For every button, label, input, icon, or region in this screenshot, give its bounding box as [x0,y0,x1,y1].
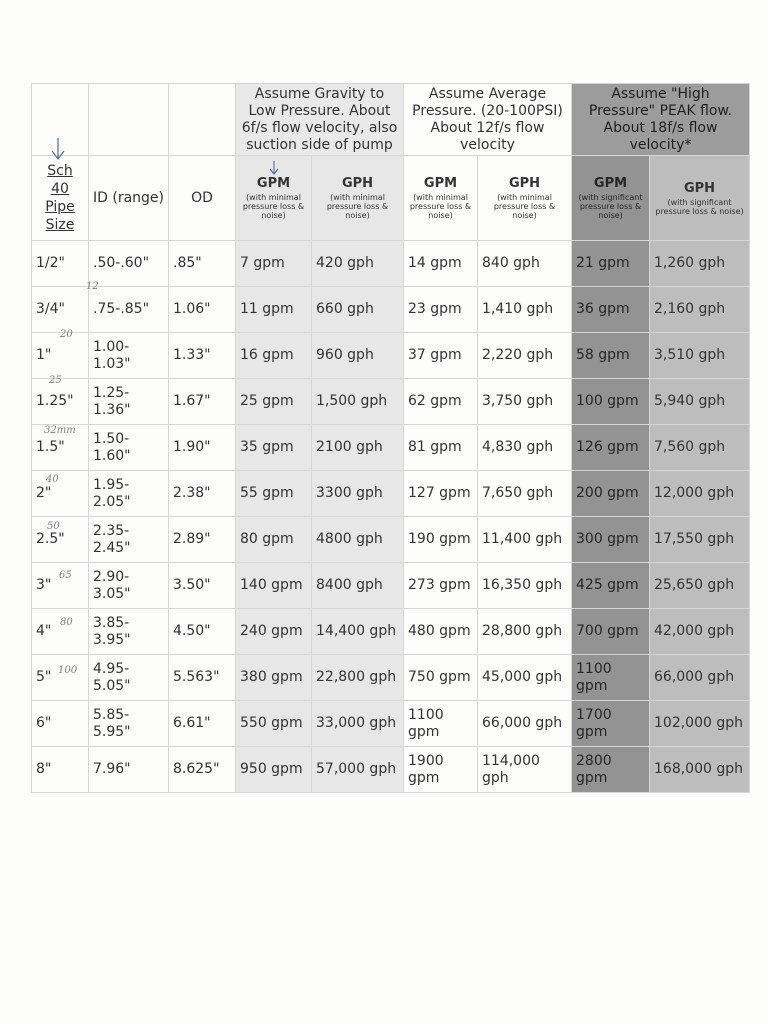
gravity-gpm-cell: 550 gpm [236,701,312,747]
high-gpm-cell: 425 gpm [572,563,650,609]
table-row [32,425,750,471]
down-arrow-icon [268,160,280,176]
high-gpm-header [572,156,650,241]
table-row [32,241,750,287]
gravity-gph-cell: 57,000 gph [312,747,404,793]
handwritten-note: 100 [58,665,78,676]
header-label: GPH [683,180,716,196]
gravity-gph-cell: 33,000 gph [312,701,404,747]
handwritten-note: 80 [60,617,73,628]
average-gph-cell: 840 gph [478,241,572,287]
group-header-average: Assume Average Pressure. (20-100PSI) About 12f/s flow velocity [404,84,572,156]
pipe-size-cell: 2" [32,471,89,517]
average-gph-cell: 28,800 gph [478,609,572,655]
average-gph-cell: 45,000 gph [478,655,572,701]
header-label: GPM [256,176,291,191]
table-row [32,471,750,517]
down-arrow-icon [50,137,66,161]
gravity-gph-header [312,156,404,241]
average-gpm-cell: 190 gpm [404,517,478,563]
id-range-cell: 1.50-1.60" [89,425,169,471]
pipe-size-header-line: Pipe [45,199,75,215]
pipe-size-cell: 6" [32,701,89,747]
table-row [32,609,750,655]
header-label: GPM [423,176,458,191]
od-cell: 3.50" [169,563,236,609]
table-row [32,655,750,701]
group-header-gravity: Assume Gravity to Low Pressure. About 6f/s flow velocity, also suction side of pump [236,84,404,156]
od-cell: .85" [169,241,236,287]
table-row [32,379,750,425]
od-cell: 1.33" [169,333,236,379]
id-range-cell: 1.25-1.36" [89,379,169,425]
gravity-gpm-cell: 80 gpm [236,517,312,563]
average-gph-cell: 16,350 gph [478,563,572,609]
id-range-cell: 3.85-3.95" [89,609,169,655]
header-label: GPM [593,176,628,191]
high-gpm-cell: 2800 gpm [572,747,650,793]
id-range-cell: 4.95-5.05" [89,655,169,701]
id-range-cell: 7.96" [89,747,169,793]
od-cell: 2.89" [169,517,236,563]
high-gph-cell: 168,000 gph [650,747,750,793]
pipe-size-header-line: 40 [51,181,69,197]
od-cell: 4.50" [169,609,236,655]
average-gph-cell: 1,410 gph [478,287,572,333]
id-range-cell: .50-.60" [89,241,169,287]
high-gpm-cell: 126 gpm [572,425,650,471]
average-gpm-cell: 480 gpm [404,609,478,655]
high-gpm-cell: 36 gpm [572,287,650,333]
group-header-row [32,84,750,156]
od-header: OD [169,156,236,241]
gravity-gpm-cell: 950 gpm [236,747,312,793]
header-label: GPH [508,176,541,191]
high-gph-cell: 12,000 gph [650,471,750,517]
gravity-gpm-cell: 16 gpm [236,333,312,379]
average-gph-cell: 2,220 gph [478,333,572,379]
handwritten-note: 25 [49,375,62,386]
high-gpm-cell: 1700 gpm [572,701,650,747]
high-gph-cell: 5,940 gph [650,379,750,425]
pipe-size-header-line: Sch [47,163,73,179]
gravity-gph-cell: 1,500 gph [312,379,404,425]
table-row [32,701,750,747]
average-gph-cell: 114,000 gph [478,747,572,793]
gravity-gph-cell: 2100 gph [312,425,404,471]
average-gpm-cell: 81 gpm [404,425,478,471]
table-body [32,241,750,793]
id-range-cell: .75-.85" [89,287,169,333]
gravity-gpm-cell: 140 gpm [236,563,312,609]
pipe-size-cell: 1.5" [32,425,89,471]
gravity-gpm-cell: 25 gpm [236,379,312,425]
table-row [32,563,750,609]
id-range-cell: 2.90-3.05" [89,563,169,609]
high-gph-cell: 102,000 gph [650,701,750,747]
handwritten-note: 65 [59,570,72,581]
header-note: (with minimal pressure loss & noise) [242,193,305,220]
header-note: (with minimal pressure loss & noise) [409,193,472,220]
pipe-size-cell: 1/2" [32,241,89,287]
gravity-gph-cell: 960 gph [312,333,404,379]
od-cell: 2.38" [169,471,236,517]
average-gph-cell: 66,000 gph [478,701,572,747]
handwritten-note: 12 [86,281,99,292]
high-gph-cell: 25,650 gph [650,563,750,609]
average-gpm-cell: 750 gpm [404,655,478,701]
flow-rate-table [31,83,750,793]
handwritten-note: 20 [60,329,73,340]
id-range-cell: 1.00-1.03" [89,333,169,379]
high-gpm-cell: 300 gpm [572,517,650,563]
gravity-gph-cell: 8400 gph [312,563,404,609]
gravity-gph-cell: 420 gph [312,241,404,287]
high-gpm-cell: 1100 gpm [572,655,650,701]
average-gpm-header [404,156,478,241]
high-gph-cell: 66,000 gph [650,655,750,701]
high-gph-header [650,156,750,241]
handwritten-note: 50 [47,521,60,532]
average-gpm-cell: 1100 gpm [404,701,478,747]
high-gpm-cell: 21 gpm [572,241,650,287]
gravity-gph-cell: 4800 gph [312,517,404,563]
high-gph-cell: 42,000 gph [650,609,750,655]
average-gpm-cell: 127 gpm [404,471,478,517]
gravity-gph-cell: 14,400 gph [312,609,404,655]
blank-header-cell [89,84,169,156]
pipe-size-cell: 2.5" [32,517,89,563]
header-note: (with minimal pressure loss & noise) [493,193,556,220]
pipe-size-header-line: Size [45,217,75,233]
id-range-header: ID (range) [89,156,169,241]
average-gpm-cell: 14 gpm [404,241,478,287]
od-cell: 1.67" [169,379,236,425]
average-gpm-cell: 1900 gpm [404,747,478,793]
table-row [32,333,750,379]
id-range-cell: 2.35-2.45" [89,517,169,563]
handwritten-note: 40 [46,474,59,485]
od-cell: 8.625" [169,747,236,793]
high-gph-cell: 7,560 gph [650,425,750,471]
average-gph-cell: 7,650 gph [478,471,572,517]
pipe-size-cell: 3" [32,563,89,609]
pipe-size-cell: 1" [32,333,89,379]
gravity-gph-cell: 3300 gph [312,471,404,517]
high-gpm-cell: 100 gpm [572,379,650,425]
gravity-gpm-cell: 380 gpm [236,655,312,701]
id-range-cell: 5.85-5.95" [89,701,169,747]
handwritten-note: 32mm [44,425,76,436]
average-gph-header [478,156,572,241]
pipe-size-cell: 8" [32,747,89,793]
average-gph-cell: 11,400 gph [478,517,572,563]
high-gpm-cell: 700 gpm [572,609,650,655]
table-row [32,287,750,333]
average-gpm-cell: 62 gpm [404,379,478,425]
pipe-size-header [32,156,89,241]
high-gph-cell: 3,510 gph [650,333,750,379]
average-gpm-cell: 273 gpm [404,563,478,609]
gravity-gpm-cell: 7 gpm [236,241,312,287]
table-row [32,517,750,563]
od-cell: 6.61" [169,701,236,747]
gravity-gph-cell: 660 gph [312,287,404,333]
average-gph-cell: 4,830 gph [478,425,572,471]
high-gpm-cell: 200 gpm [572,471,650,517]
id-range-cell: 1.95-2.05" [89,471,169,517]
high-gph-cell: 2,160 gph [650,287,750,333]
header-note: (with significant pressure loss & noise) [655,197,744,216]
gravity-gpm-cell: 240 gpm [236,609,312,655]
header-note: (with significant pressure loss & noise) [578,193,643,220]
pipe-size-cell: 1.25" [32,379,89,425]
column-header-row [32,156,750,241]
pipe-size-cell: 4" [32,609,89,655]
pipe-size-cell: 5" [32,655,89,701]
blank-header-cell [169,84,236,156]
gravity-gpm-cell: 35 gpm [236,425,312,471]
high-gpm-cell: 58 gpm [572,333,650,379]
gravity-gpm-cell: 55 gpm [236,471,312,517]
gravity-gpm-cell: 11 gpm [236,287,312,333]
od-cell: 1.06" [169,287,236,333]
pipe-size-cell: 3/4" [32,287,89,333]
od-cell: 1.90" [169,425,236,471]
header-label: GPH [341,176,374,191]
od-cell: 5.563" [169,655,236,701]
average-gpm-cell: 23 gpm [404,287,478,333]
average-gph-cell: 3,750 gph [478,379,572,425]
high-gph-cell: 17,550 gph [650,517,750,563]
gravity-gph-cell: 22,800 gph [312,655,404,701]
group-header-high-pressure: Assume "High Pressure" PEAK flow. About 18f/s flow velocity* [572,84,750,156]
high-gph-cell: 1,260 gph [650,241,750,287]
header-note: (with minimal pressure loss & noise) [326,193,389,220]
table-row [32,747,750,793]
average-gpm-cell: 37 gpm [404,333,478,379]
